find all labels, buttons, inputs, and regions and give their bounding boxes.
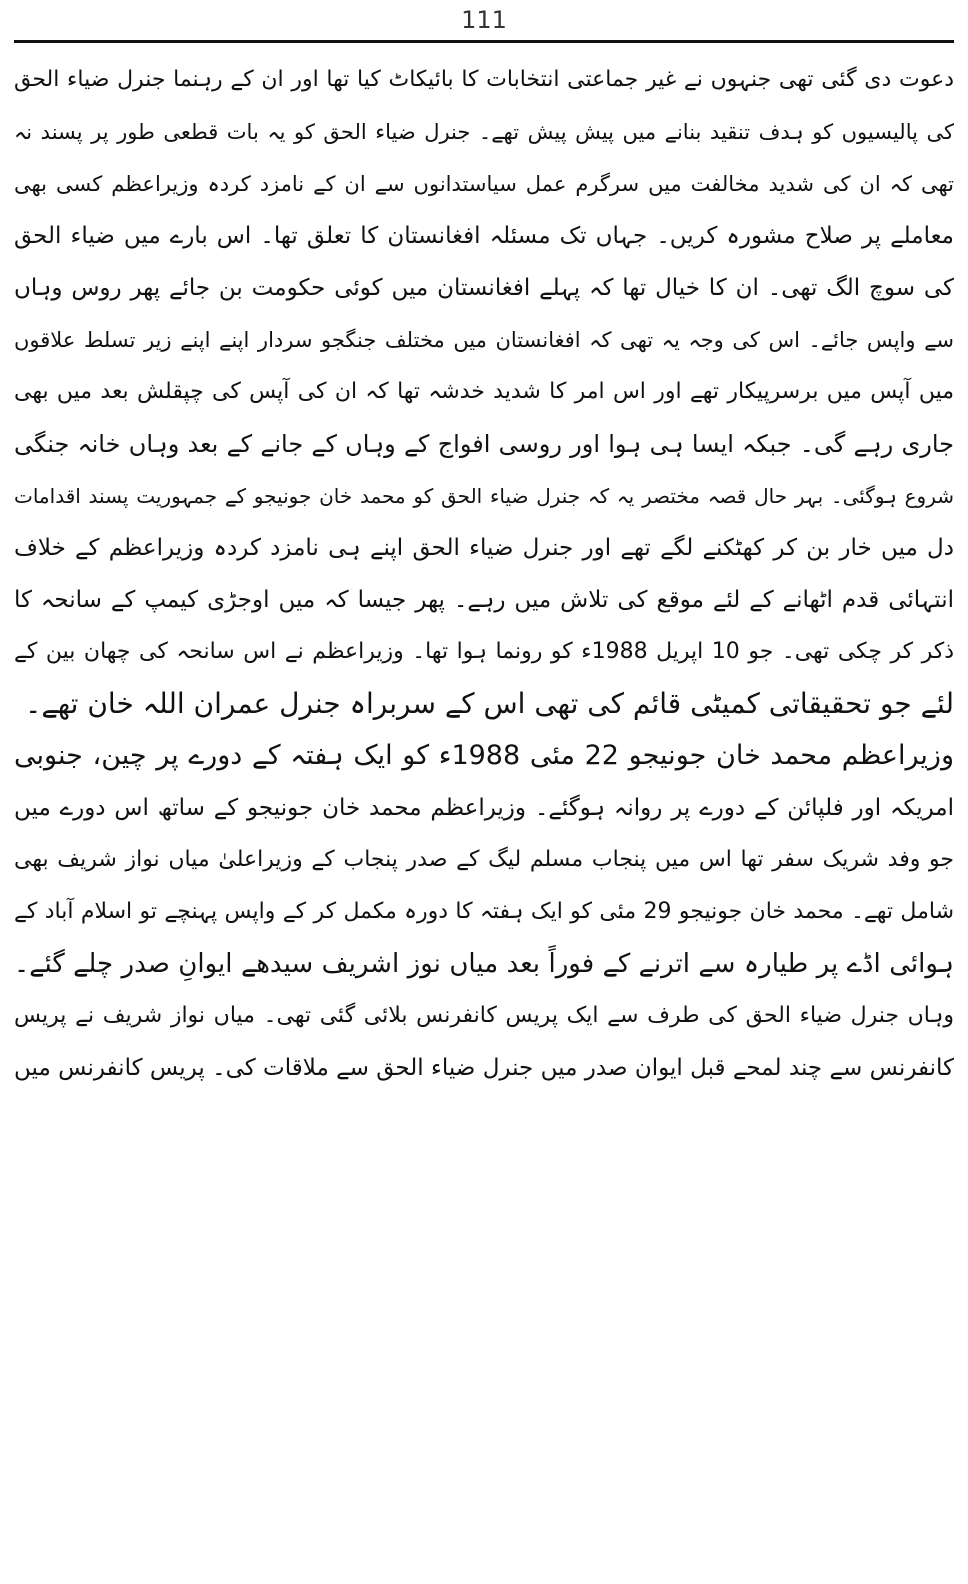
text-line: امریکہ اور فلپائن کے دورے پر روانہ ہوگئے۔ وزیراعظم محمد خان جونیجو کے ساتھ اس دورے میں [14,795,954,821]
text-line: دل میں خار بن کر کھٹکنے لگے تھے اور جنرل ضیاء الحق اپنے ہی نامزد کردہ وزیراعظم کے خلاف [14,535,954,561]
page-number: 111 [461,6,507,34]
text-line: کی پالیسیوں کو ہدف تنقید بنانے میں پیش پیش تھے۔ جنرل ضیاء الحق کو یہ بات قطعی طور پر پسند نہ [14,120,954,144]
text-line: لئے جو تحقیقاتی کمیٹی قائم کی تھی اس کے سربراہ جنرل عمران اللہ خان تھے۔ [24,687,954,720]
text-line: شروع ہوگئی۔ بہر حال قصہ مختصر یہ کہ جنرل ضیاء الحق کو محمد خان جونیجو کے جمہوریت پسند اقدامات [14,484,954,508]
text-line: جاری رہے گی۔ جبکہ ایسا ہی ہوا اور روسی افواج کے وہاں کے جانے کے بعد وہاں خانہ جنگی [14,430,954,458]
text-line: میں آپس میں برسرپیکار تھے اور اس امر کا شدید خدشہ تھا کہ ان کی آپس کی چپقلش بعد میں بھی [14,379,954,404]
text-line: شامل تھے۔ محمد خان جونیجو 29 مئی کو ایک ہفتہ کا دورہ مکمل کر کے واپس پہنچے تو اسلام آباد کے [14,899,954,924]
text-line: وزیراعظم محمد خان جونیجو 22 مئی 1988ء کو ایک ہفتہ کے دورے پر چین، جنوبی [14,740,954,771]
text-line: دعوت دی گئی تھی جنہوں نے غیر جماعتی انتخابات کا بائیکاٹ کیا تھا اور ان کے رہنما جنرل ضیاء الحق [14,67,954,92]
text-line: جو وفد شریک سفر تھا اس میں پنجاب مسلم لیگ کے صدر پنجاب کے وزیراعلیٰ میاں نواز شریف بھی [14,847,954,872]
text-line: تھی کہ ان کی شدید مخالفت میں سرگرم عمل سیاستدانوں سے ان کے نامزد کردہ وزیراعظم کسی بھی [14,172,954,196]
text-line: ہوائی اڈے پر طیارہ سے اترنے کے فوراً بعد میاں نوز اشریف سیدھے ایوانِ صدر چلے گئے۔ [14,949,954,979]
header-rule [14,40,954,43]
text-line: ذکر کر چکی تھی۔ جو 10 اپریل 1988ء کو رونما ہوا تھا۔ وزیراعظم نے اس سانحہ کی چھان بین کے [14,639,954,664]
text-line: معاملے پر صلاح مشورہ کریں۔ جہاں تک مسئلہ افغانستان کا تعلق تھا۔ اس بارے میں ضیاء الحق [14,223,954,249]
text-line: انتہائی قدم اٹھانے کے لئے موقع کی تلاش میں رہے۔ پھر جیسا کہ میں اوجڑی کیمپ کے سانحہ کا [14,587,954,613]
text-line: سے واپس جائے۔ اس کی وجہ یہ تھی کہ افغانستان میں مختلف جنگجو سردار اپنے اپنے زیر تسلط علاقوں [14,328,954,352]
text-line: کانفرنس سے چند لمحے قبل ایوان صدر میں جنرل ضیاء الحق سے ملاقات کی۔ پریس کانفرنس میں [14,1055,954,1081]
body-text [14,54,954,1574]
text-line: کی سوچ الگ تھی۔ ان کا خیال تھا کہ پہلے افغانستان میں کوئی حکومت بن جائے پھر روس وہاں [14,275,954,301]
text-line: وہاں جنرل ضیاء الحق کی طرف سے ایک پریس کانفرنس بلائی گئی تھی۔ میاں نواز شریف نے پریس [14,1003,954,1028]
